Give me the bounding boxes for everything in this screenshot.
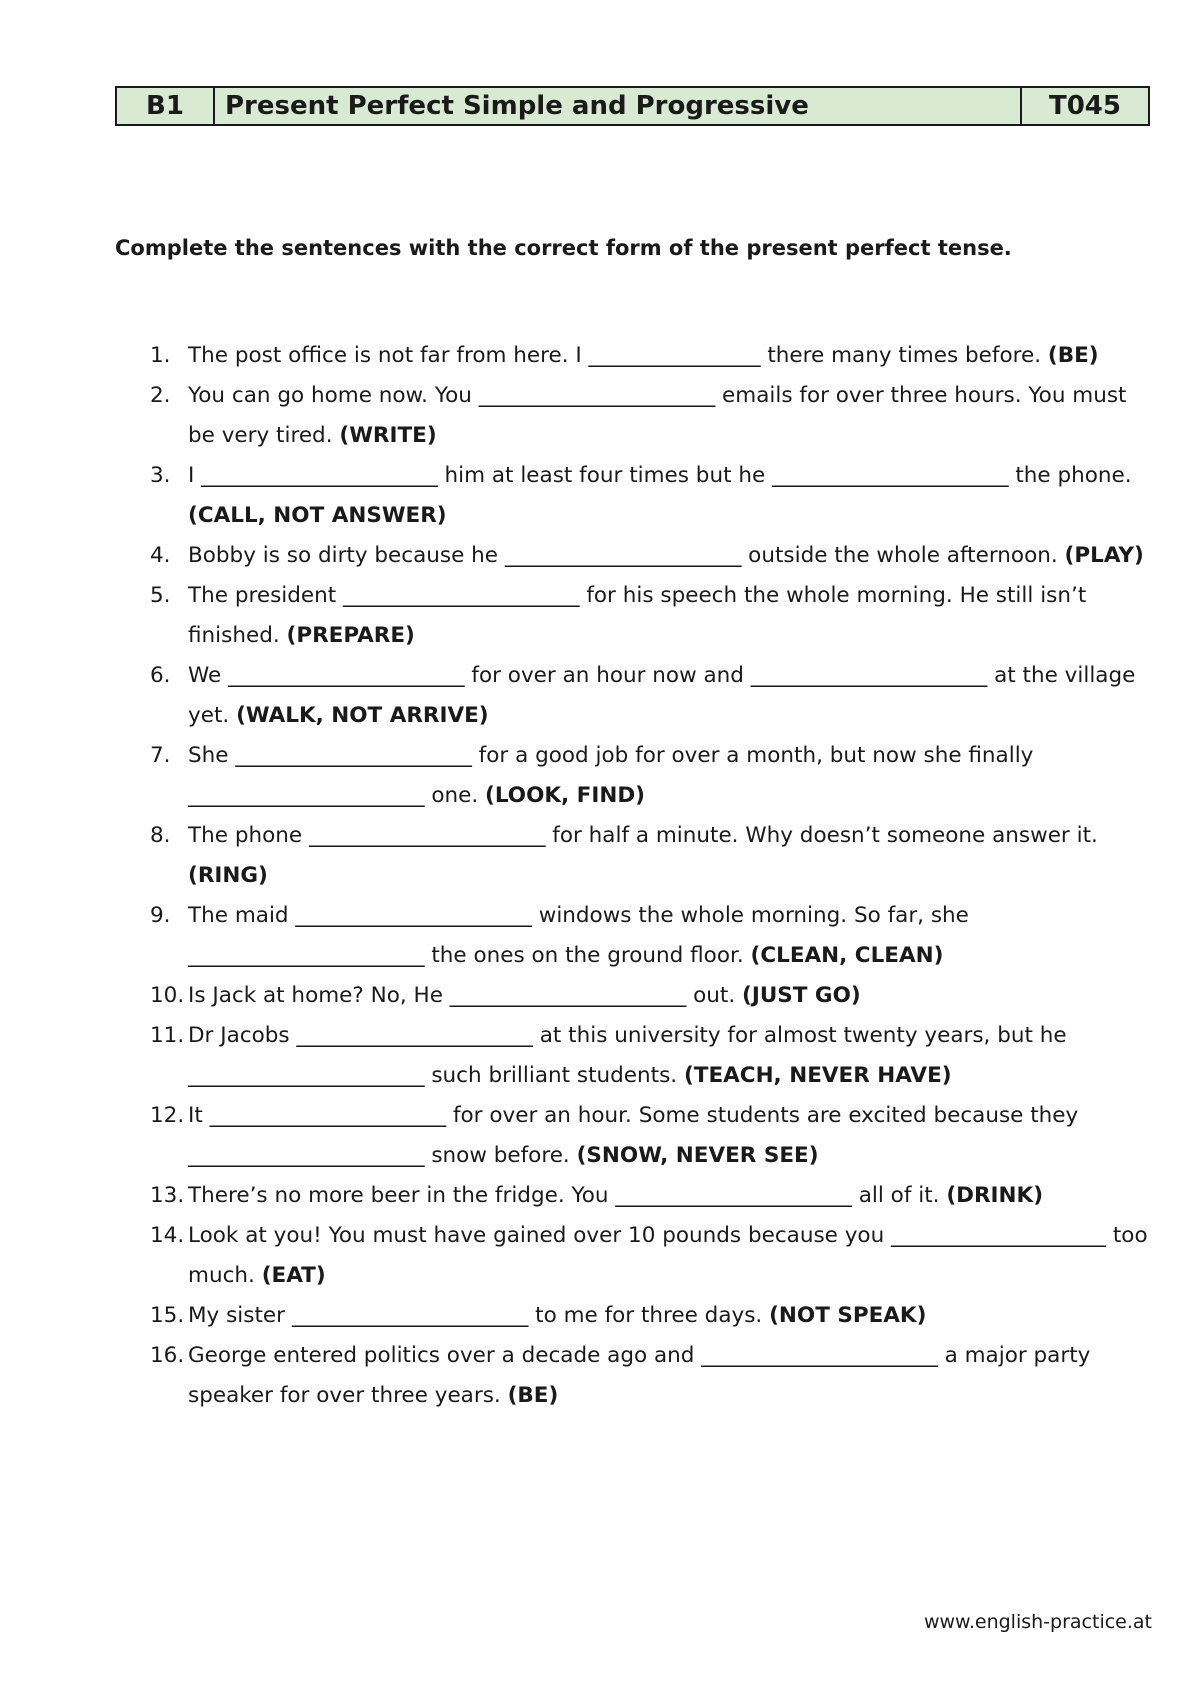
exercise-sentence: The post office is not far from here. I ________________ there many times before. [188,343,1042,368]
exercise-sentence: The maid ______________________ windows the whole morning. So far, she ______________________ the ones on the ground floor. [188,903,969,968]
exercise-sentence: It ______________________ for over an hour. Some students are excited because they ______________________ snow before. [188,1103,1079,1168]
exercise-item [150,1216,1150,1296]
exercise-number: 15. [150,1303,185,1328]
exercise-hint: (WALK, NOT ARRIVE) [236,703,489,728]
exercise-number: 3. [150,463,171,488]
exercise-hint: (NOT SPEAK) [769,1303,927,1328]
exercise-sentence: Look at you! You must have gained over 10 pounds because you ____________________ too much. [188,1223,1148,1288]
exercise-item [150,816,1150,896]
exercise-sentence: Is Jack at home? No, He ______________________ out. [188,983,736,1008]
exercise-number: 2. [150,383,171,408]
exercise-item [150,1296,1150,1336]
exercise-list [150,336,1150,1416]
exercise-number: 6. [150,663,171,688]
exercise-hint: (JUST GO) [742,983,861,1008]
worksheet-header [115,86,1150,126]
exercise-number: 7. [150,743,171,768]
exercise-hint: (BE) [1047,343,1099,368]
exercise-number: 12. [150,1103,185,1128]
exercise-number: 10. [150,983,185,1008]
exercise-number: 9. [150,903,171,928]
exercise-sentence: George entered politics over a decade ago and ______________________ a major party speaker for over three years. [188,1343,1091,1408]
exercise-sentence: There’s no more beer in the fridge. You ______________________ all of it. [188,1183,940,1208]
exercise-item [150,1096,1150,1176]
worksheet-title: Present Perfect Simple and Progressive [214,87,1021,125]
exercise-sentence: Dr Jacobs ______________________ at this university for almost twenty years, but he ______________________ such brilliant students. [188,1023,1067,1088]
exercise-hint: (PLAY) [1064,543,1144,568]
exercise-item [150,1016,1150,1096]
exercise-number: 4. [150,543,171,568]
exercise-item [150,576,1150,656]
exercise-item [150,336,1150,376]
exercise-sentence: We ______________________ for over an hour now and ______________________ at the village yet. [188,663,1136,728]
exercise-number: 8. [150,823,171,848]
exercise-sentence: You can go home now. You ______________________ emails for over three hours. You must be very tired. [188,383,1127,448]
exercise-hint: (DRINK) [946,1183,1044,1208]
exercise-hint: (RING) [188,863,268,888]
exercise-number: 11. [150,1023,185,1048]
exercise-sentence: My sister ______________________ to me for three days. [188,1303,763,1328]
footer-url: www.english-practice.at [923,1611,1152,1633]
exercise-number: 13. [150,1183,185,1208]
exercise-item [150,1336,1150,1416]
exercise-number: 14. [150,1223,185,1248]
exercise-item [150,1176,1150,1216]
worksheet-code: T045 [1021,87,1149,125]
level-badge: B1 [116,87,214,125]
exercise-number: 16. [150,1343,185,1368]
exercise-hint: (CLEAN, CLEAN) [750,943,944,968]
exercise-sentence: I ______________________ him at least four times but he ______________________ the phone. [188,463,1132,488]
instruction-text: Complete the sentences with the correct form of the present perfect tense. [115,236,1012,260]
exercise-sentence: The phone ______________________ for half a minute. Why doesn’t someone answer it. [188,823,1098,848]
exercise-hint: (CALL, NOT ANSWER) [188,503,447,528]
exercise-item [150,896,1150,976]
exercise-sentence: She ______________________ for a good job for over a month, but now she finally ______________________ one. [188,743,1034,808]
exercise-item [150,736,1150,816]
exercise-item [150,976,1150,1016]
exercise-sentence: Bobby is so dirty because he ______________________ outside the whole afternoon. [188,543,1058,568]
exercise-item [150,656,1150,736]
exercise-hint: (LOOK, FIND) [485,783,646,808]
exercise-sentence: The president ______________________ for his speech the whole morning. He still isn’t finished. [188,583,1087,648]
exercise-item [150,536,1150,576]
exercise-number: 5. [150,583,171,608]
exercise-hint: (BE) [507,1383,559,1408]
exercise-hint: (TEACH, NEVER HAVE) [683,1063,952,1088]
exercise-number: 1. [150,343,171,368]
exercise-item [150,456,1150,536]
exercise-item [150,376,1150,456]
exercise-hint: (PREPARE) [286,623,415,648]
exercise-hint: (EAT) [261,1263,326,1288]
exercise-hint: (SNOW, NEVER SEE) [576,1143,819,1168]
exercise-hint: (WRITE) [339,423,437,448]
